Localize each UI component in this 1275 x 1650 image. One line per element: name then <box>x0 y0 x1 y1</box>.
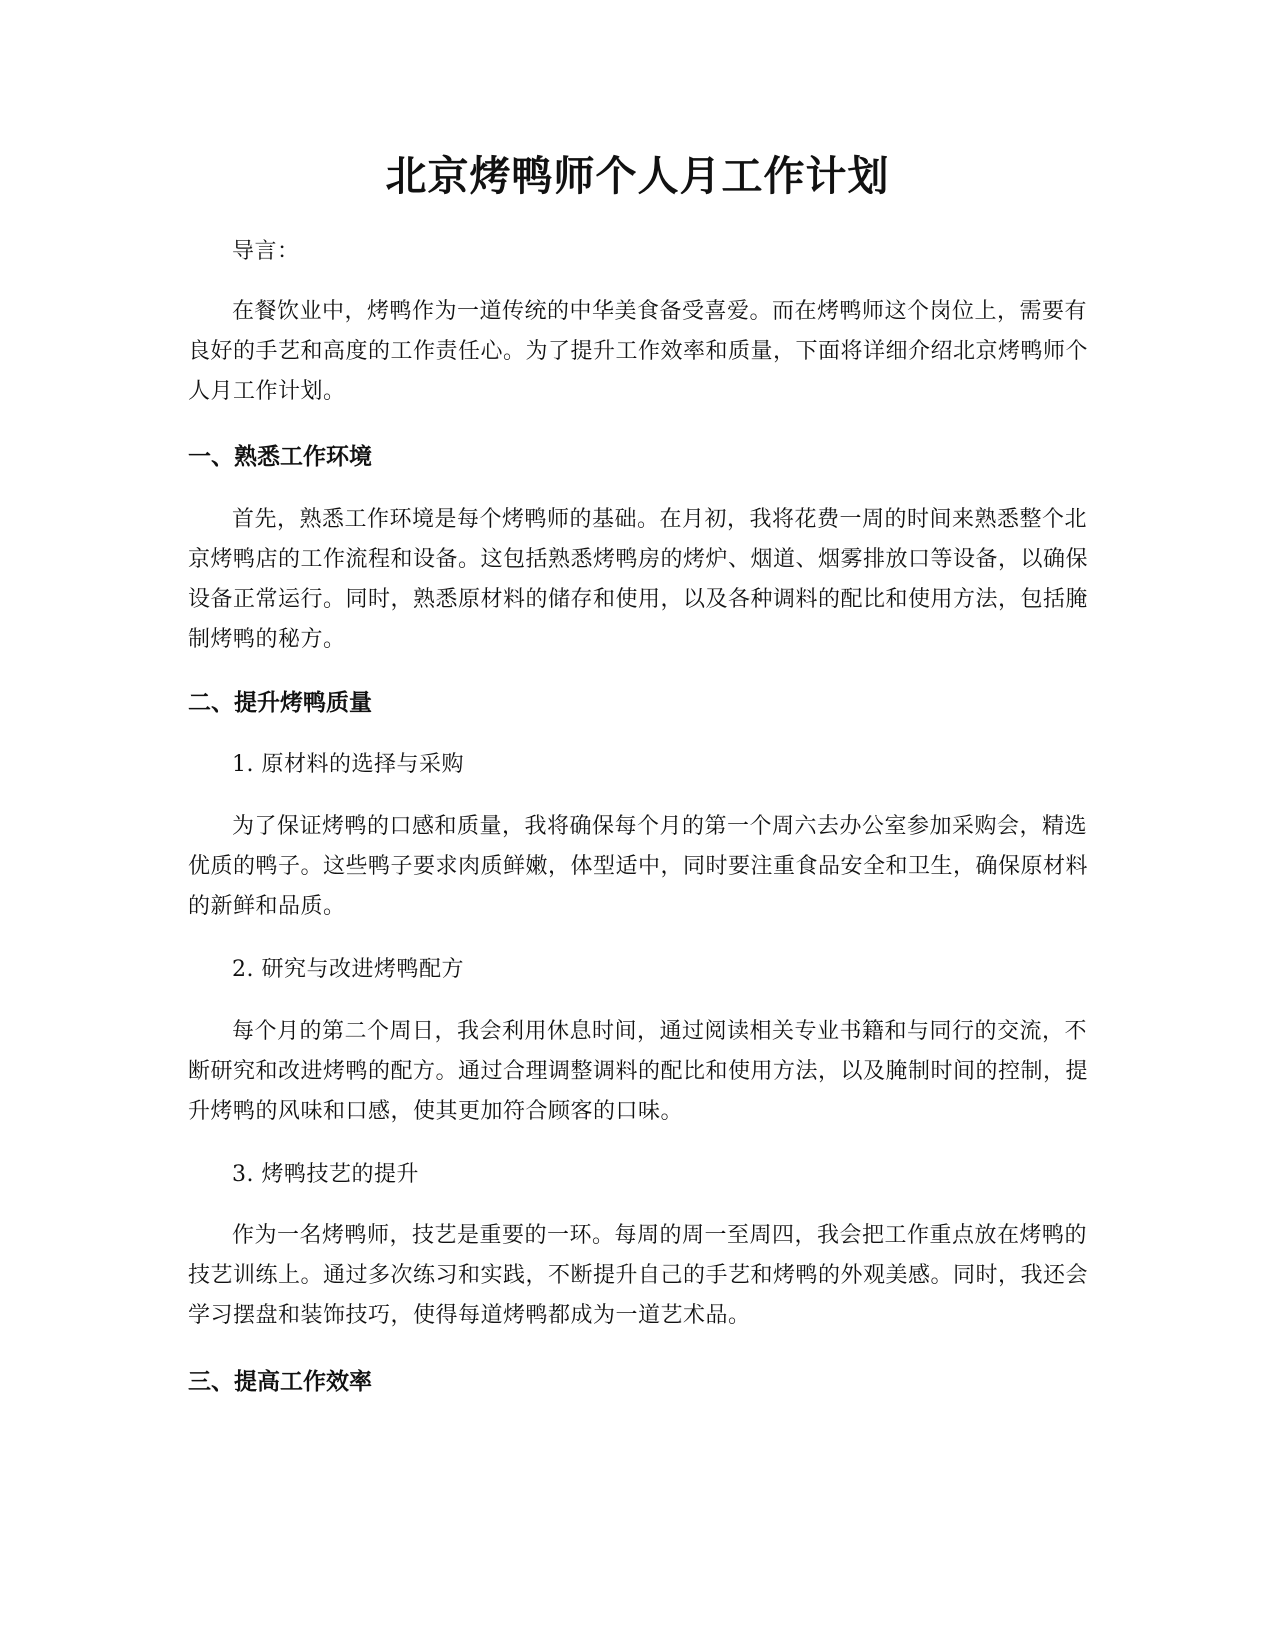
subsection-label-3: 3. 烤鸭技艺的提升 <box>232 1162 419 1187</box>
subsection-label-1: 1. 原材料的选择与采购 <box>232 752 464 777</box>
subsection-label-2: 2. 研究与改进烤鸭配方 <box>232 957 464 982</box>
document-title: 北京烤鸭师个人月工作计划 <box>385 152 890 200</box>
intro-label: 导言： <box>232 239 300 264</box>
section-heading-3: 三、提高工作效率 <box>188 1369 372 1395</box>
section-heading-1: 一、熟悉工作环境 <box>188 444 372 470</box>
section-1-paragraph: 首先，熟悉工作环境是每个烤鸭师的基础。在月初，我将花费一周的时间来熟悉整个北京烤鸭店的工作流程和设备。这包括熟悉烤鸭房的烤炉、烟道、烟雾排放口等设备，以确保设备正常运行。同时，熟悉原材料的储存和使用，以及各种调料的配比和使用方法，包括腌制烤鸭的秘方。 <box>188 507 1089 652</box>
intro-paragraph: 在餐饮业中，烤鸭作为一道传统的中华美食备受喜爱。而在烤鸭师这个岗位上，需要有良好的手艺和高度的工作责任心。为了提升工作效率和质量，下面将详细介绍北京烤鸭师个人月工作计划。 <box>188 299 1089 404</box>
subsection-2-paragraph: 每个月的第二个周日，我会利用休息时间，通过阅读相关专业书籍和与同行的交流，不断研究和改进烤鸭的配方。通过合理调整调料的配比和使用方法，以及腌制时间的控制，提升烤鸭的风味和口感，使其更加符合顾客的口味。 <box>188 1019 1089 1124</box>
subsection-1-paragraph: 为了保证烤鸭的口感和质量，我将确保每个月的第一个周六去办公室参加采购会，精选优质的鸭子。这些鸭子要求肉质鲜嫩，体型适中，同时要注重食品安全和卫生，确保原材料的新鲜和品质。 <box>188 814 1089 919</box>
subsection-3-paragraph: 作为一名烤鸭师，技艺是重要的一环。每周的周一至周四，我会把工作重点放在烤鸭的技艺训练上。通过多次练习和实践，不断提升自己的手艺和烤鸭的外观美感。同时，我还会学习摆盘和装饰技巧，使得每道烤鸭都成为一道艺术品。 <box>188 1223 1089 1328</box>
section-heading-2: 二、提升烤鸭质量 <box>188 690 372 716</box>
